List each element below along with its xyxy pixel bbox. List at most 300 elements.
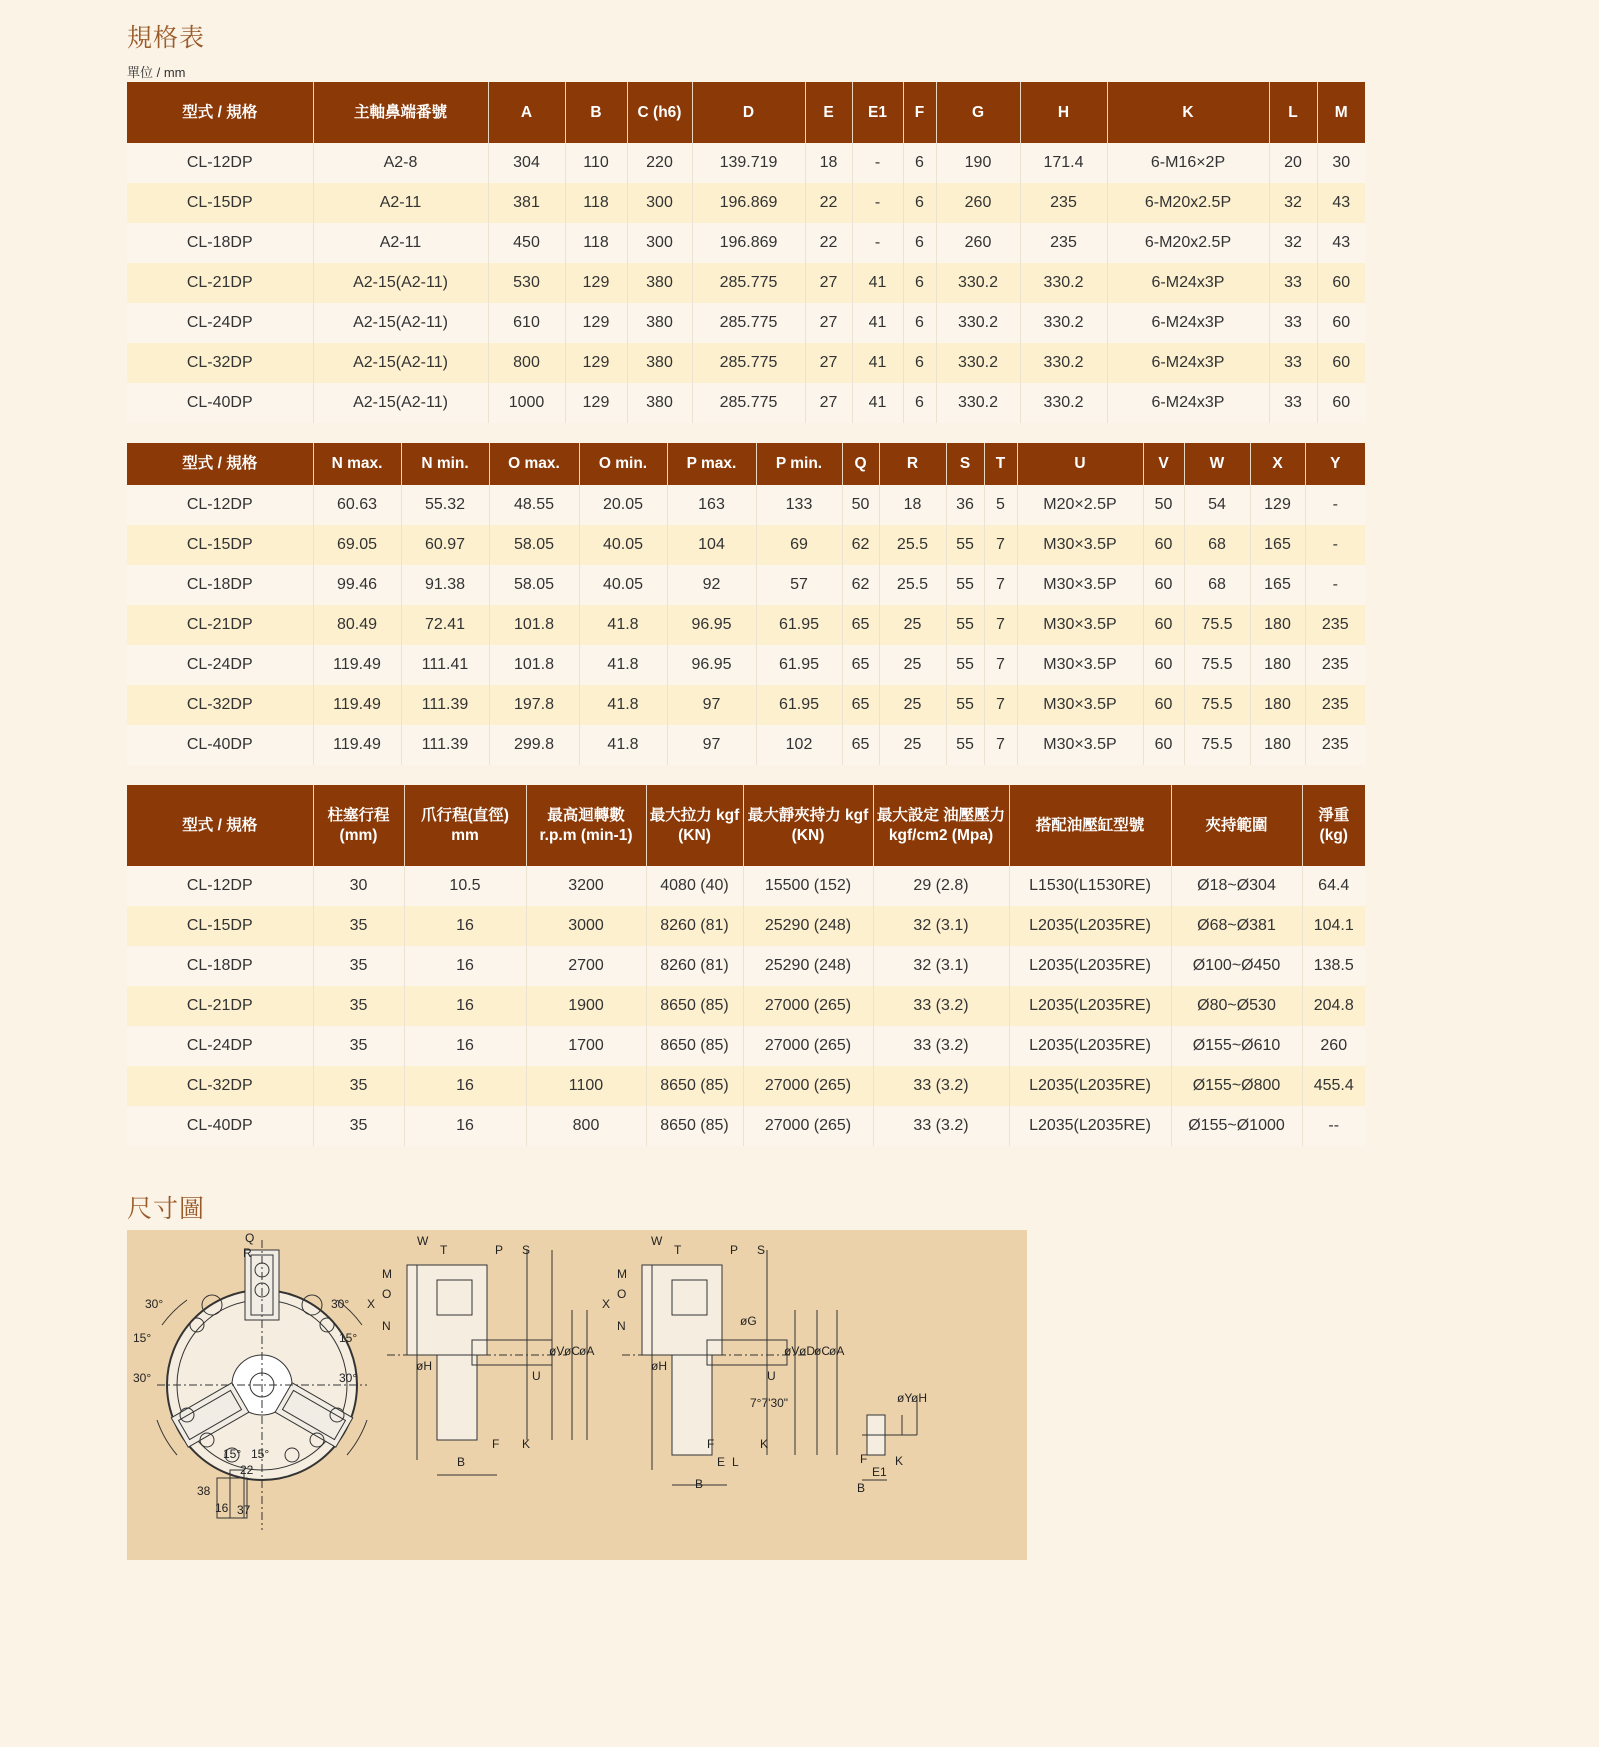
dimension-label: øV bbox=[549, 1344, 565, 1358]
table-cell: 18 bbox=[805, 143, 852, 183]
dimension-section-title: 尺寸圖 bbox=[127, 1194, 206, 1223]
table-row bbox=[127, 383, 1365, 423]
table-cell: 27 bbox=[805, 343, 852, 383]
table-cell: CL-15DP bbox=[127, 906, 313, 946]
table-cell: 260 bbox=[936, 183, 1020, 223]
table-cell: 129 bbox=[1250, 485, 1305, 525]
table-cell: 163 bbox=[667, 485, 756, 525]
dimension-label: 7°7'30" bbox=[750, 1396, 789, 1410]
table-cell: 196.869 bbox=[692, 183, 805, 223]
header-cell: Y bbox=[1305, 443, 1365, 485]
header-cell: E1 bbox=[852, 82, 903, 143]
header-cell: T bbox=[984, 443, 1017, 485]
dimension-label: S bbox=[757, 1243, 766, 1257]
table-cell: 65 bbox=[842, 605, 879, 645]
table-cell: 530 bbox=[488, 263, 565, 303]
table-cell: 101.8 bbox=[489, 605, 579, 645]
header-cell: W bbox=[1184, 443, 1250, 485]
header-cell: 型式 / 規格 bbox=[127, 785, 313, 866]
dimension-label: E1 bbox=[872, 1465, 887, 1479]
table-cell: 33 bbox=[1269, 383, 1317, 423]
table-cell: M30×3.5P bbox=[1017, 685, 1143, 725]
table-cell: 6-M20x2.5P bbox=[1107, 183, 1269, 223]
dimension-label: P bbox=[730, 1243, 739, 1257]
dimension-label: øA bbox=[579, 1344, 595, 1358]
table-cell: 285.775 bbox=[692, 263, 805, 303]
table-cell: 7 bbox=[984, 645, 1017, 685]
table-cell: 8260 (81) bbox=[646, 906, 743, 946]
table-cell: L2035(L2035RE) bbox=[1009, 946, 1171, 986]
table-cell: CL-12DP bbox=[127, 143, 313, 183]
dimension-label: B bbox=[857, 1481, 866, 1495]
dimension-label: 37 bbox=[237, 1503, 251, 1517]
table-cell: 61.95 bbox=[756, 645, 842, 685]
dimension-label: Q bbox=[245, 1231, 255, 1245]
dimension-label: 30° bbox=[133, 1371, 152, 1385]
table-cell: 8260 (81) bbox=[646, 946, 743, 986]
dimension-label: 15° bbox=[223, 1447, 242, 1461]
table-cell: 16 bbox=[404, 986, 526, 1026]
table-cell: 129 bbox=[565, 383, 627, 423]
table-cell: 6 bbox=[903, 143, 936, 183]
table-cell: 32 (3.1) bbox=[873, 946, 1009, 986]
table-cell: 55 bbox=[946, 685, 984, 725]
table-cell: 60 bbox=[1143, 605, 1184, 645]
table-cell: 35 bbox=[313, 1066, 404, 1106]
table-cell: Ø155~Ø610 bbox=[1171, 1026, 1302, 1066]
table-row bbox=[127, 1066, 1365, 1106]
dimension-label: O bbox=[382, 1287, 392, 1301]
dimension-label: F bbox=[707, 1437, 715, 1451]
header-cell: N min. bbox=[401, 443, 489, 485]
table-cell: 50 bbox=[1143, 485, 1184, 525]
table-cell: M30×3.5P bbox=[1017, 725, 1143, 765]
dimension-label: M bbox=[382, 1267, 392, 1281]
table-cell: 15500 (152) bbox=[743, 866, 873, 906]
table-cell: 6-M24x3P bbox=[1107, 263, 1269, 303]
table-cell: 27000 (265) bbox=[743, 1106, 873, 1146]
dimension-label: 38 bbox=[197, 1484, 211, 1498]
table-cell: 41.8 bbox=[579, 725, 667, 765]
table-cell: 25 bbox=[879, 645, 946, 685]
table-cell: 3000 bbox=[526, 906, 646, 946]
table-header-row bbox=[127, 785, 1365, 866]
table-cell: 16 bbox=[404, 906, 526, 946]
table-row bbox=[127, 906, 1365, 946]
front-view-drawing bbox=[157, 1240, 367, 1530]
table-row bbox=[127, 645, 1365, 685]
dimension-label: B bbox=[695, 1477, 704, 1491]
table-cell: 40.05 bbox=[579, 565, 667, 605]
dimension-label: P bbox=[495, 1243, 504, 1257]
header-cell: 型式 / 規格 bbox=[127, 82, 313, 143]
header-cell: 最大設定 油壓壓力 kgf/cm2 (Mpa) bbox=[873, 785, 1009, 866]
table-cell: 60 bbox=[1143, 685, 1184, 725]
table-cell: 180 bbox=[1250, 725, 1305, 765]
table-cell: CL-40DP bbox=[127, 1106, 313, 1146]
table-cell: 450 bbox=[488, 223, 565, 263]
table-cell: 33 (3.2) bbox=[873, 1106, 1009, 1146]
header-cell: 最大拉力 kgf (KN) bbox=[646, 785, 743, 866]
table-cell: Ø155~Ø800 bbox=[1171, 1066, 1302, 1106]
table-cell: 5 bbox=[984, 485, 1017, 525]
dimension-label: øD bbox=[799, 1344, 815, 1358]
table-cell: 35 bbox=[313, 986, 404, 1026]
header-cell: X bbox=[1250, 443, 1305, 485]
table-cell: 25290 (248) bbox=[743, 906, 873, 946]
table-cell: 33 bbox=[1269, 343, 1317, 383]
table-cell: 22 bbox=[805, 183, 852, 223]
table-cell: - bbox=[1305, 525, 1365, 565]
table-cell: 330.2 bbox=[936, 303, 1020, 343]
table-cell: Ø155~Ø1000 bbox=[1171, 1106, 1302, 1146]
table-cell: 55 bbox=[946, 525, 984, 565]
table-cell: 6 bbox=[903, 383, 936, 423]
table-cell: 8650 (85) bbox=[646, 1026, 743, 1066]
table-cell: 119.49 bbox=[313, 725, 401, 765]
table-cell: 33 bbox=[1269, 303, 1317, 343]
table-cell: 20.05 bbox=[579, 485, 667, 525]
table-cell: 60 bbox=[1317, 383, 1365, 423]
dimension-label: 15° bbox=[339, 1331, 358, 1345]
table-cell: 101.8 bbox=[489, 645, 579, 685]
table-cell: - bbox=[852, 223, 903, 263]
header-cell: R bbox=[879, 443, 946, 485]
table-cell: 55 bbox=[946, 605, 984, 645]
table-cell: 800 bbox=[488, 343, 565, 383]
table-cell: 235 bbox=[1305, 685, 1365, 725]
table-cell: 29 (2.8) bbox=[873, 866, 1009, 906]
table-cell: 129 bbox=[565, 343, 627, 383]
table-cell: 7 bbox=[984, 525, 1017, 565]
table-cell: 97 bbox=[667, 685, 756, 725]
table-cell: 330.2 bbox=[1020, 303, 1107, 343]
table-cell: 260 bbox=[1302, 1026, 1365, 1066]
dimension-label: 16 bbox=[215, 1501, 229, 1515]
table-cell: 800 bbox=[526, 1106, 646, 1146]
table-cell: 30 bbox=[313, 866, 404, 906]
table-cell: 300 bbox=[627, 223, 692, 263]
table-cell: 68 bbox=[1184, 565, 1250, 605]
dimension-label: øY bbox=[897, 1391, 913, 1405]
table-cell: M30×3.5P bbox=[1017, 645, 1143, 685]
table-cell: 133 bbox=[756, 485, 842, 525]
table-cell: CL-21DP bbox=[127, 986, 313, 1026]
table-cell: 41 bbox=[852, 303, 903, 343]
table-cell: 27 bbox=[805, 303, 852, 343]
table-cell: 36 bbox=[946, 485, 984, 525]
table-cell: CL-21DP bbox=[127, 605, 313, 645]
table-cell: M30×3.5P bbox=[1017, 605, 1143, 645]
table-row bbox=[127, 143, 1365, 183]
table-cell: 6 bbox=[903, 183, 936, 223]
table-cell: 8650 (85) bbox=[646, 1106, 743, 1146]
table-cell: 30 bbox=[1317, 143, 1365, 183]
header-cell: D bbox=[692, 82, 805, 143]
table-cell: 99.46 bbox=[313, 565, 401, 605]
dimension-label: 30° bbox=[331, 1297, 350, 1311]
table-header-row bbox=[127, 82, 1365, 143]
table-cell: 8650 (85) bbox=[646, 1066, 743, 1106]
header-cell: K bbox=[1107, 82, 1269, 143]
header-cell: P min. bbox=[756, 443, 842, 485]
header-cell: 柱塞行程 (mm) bbox=[313, 785, 404, 866]
table-cell: Ø68~Ø381 bbox=[1171, 906, 1302, 946]
header-cell: 爪行程(直徑) mm bbox=[404, 785, 526, 866]
table-cell: 32 (3.1) bbox=[873, 906, 1009, 946]
table-cell: 50 bbox=[842, 485, 879, 525]
table-cell: 25.5 bbox=[879, 525, 946, 565]
table-row bbox=[127, 223, 1365, 263]
table-cell: 43 bbox=[1317, 183, 1365, 223]
table-cell: 43 bbox=[1317, 223, 1365, 263]
table-cell: - bbox=[852, 143, 903, 183]
table-cell: 180 bbox=[1250, 645, 1305, 685]
table-cell: 27000 (265) bbox=[743, 1026, 873, 1066]
dimension-label: 15° bbox=[251, 1447, 270, 1461]
table-cell: 64.4 bbox=[1302, 866, 1365, 906]
table-cell: 380 bbox=[627, 263, 692, 303]
table-cell: 119.49 bbox=[313, 685, 401, 725]
table-cell: 41 bbox=[852, 343, 903, 383]
table-cell: 35 bbox=[313, 946, 404, 986]
table-cell: CL-15DP bbox=[127, 525, 313, 565]
table-cell: M20×2.5P bbox=[1017, 485, 1143, 525]
dimension-label: øC bbox=[564, 1344, 580, 1358]
header-cell: A bbox=[488, 82, 565, 143]
table-cell: 54 bbox=[1184, 485, 1250, 525]
table-cell: 41.8 bbox=[579, 645, 667, 685]
table-cell: 610 bbox=[488, 303, 565, 343]
table-cell: 60 bbox=[1143, 565, 1184, 605]
table-cell: 129 bbox=[565, 263, 627, 303]
table-header-row bbox=[127, 443, 1365, 485]
header-cell: 最大靜夾持力 kgf (KN) bbox=[743, 785, 873, 866]
table-row bbox=[127, 565, 1365, 605]
table-cell: 6 bbox=[903, 303, 936, 343]
table-cell: 80.49 bbox=[313, 605, 401, 645]
table-cell: CL-18DP bbox=[127, 223, 313, 263]
table-cell: 304 bbox=[488, 143, 565, 183]
table-cell: 6-M20x2.5P bbox=[1107, 223, 1269, 263]
table-cell: 27000 (265) bbox=[743, 986, 873, 1026]
table-cell: 220 bbox=[627, 143, 692, 183]
table-cell: L2035(L2035RE) bbox=[1009, 986, 1171, 1026]
table-cell: 6-M24x3P bbox=[1107, 383, 1269, 423]
table-cell: A2-11 bbox=[313, 183, 488, 223]
table-cell: 60.97 bbox=[401, 525, 489, 565]
table-cell: - bbox=[852, 183, 903, 223]
table-cell: 204.8 bbox=[1302, 986, 1365, 1026]
header-cell: 淨重 (kg) bbox=[1302, 785, 1365, 866]
table-cell: 35 bbox=[313, 1026, 404, 1066]
table-cell: 55 bbox=[946, 725, 984, 765]
table-cell: 380 bbox=[627, 383, 692, 423]
header-cell: U bbox=[1017, 443, 1143, 485]
table-cell: 40.05 bbox=[579, 525, 667, 565]
header-cell: 型式 / 規格 bbox=[127, 443, 313, 485]
header-cell: P max. bbox=[667, 443, 756, 485]
table-cell: 1000 bbox=[488, 383, 565, 423]
table-cell: 330.2 bbox=[936, 343, 1020, 383]
table-cell: 68 bbox=[1184, 525, 1250, 565]
table-cell: 92 bbox=[667, 565, 756, 605]
table-cell: 60.63 bbox=[313, 485, 401, 525]
spec-section-title: 規格表 bbox=[127, 23, 206, 52]
table-cell: 1900 bbox=[526, 986, 646, 1026]
table-cell: 7 bbox=[984, 685, 1017, 725]
table-cell: L2035(L2035RE) bbox=[1009, 1026, 1171, 1066]
table-cell: 60 bbox=[1143, 645, 1184, 685]
table-cell: 380 bbox=[627, 343, 692, 383]
table-cell: A2-8 bbox=[313, 143, 488, 183]
dimension-label: øH bbox=[911, 1391, 927, 1405]
dimension-label: W bbox=[651, 1234, 663, 1248]
spec-table-2 bbox=[127, 443, 1365, 765]
table-row bbox=[127, 343, 1365, 383]
table-cell: Ø18~Ø304 bbox=[1171, 866, 1302, 906]
table-cell: 32 bbox=[1269, 183, 1317, 223]
table-cell: 4080 (40) bbox=[646, 866, 743, 906]
table-cell: 119.49 bbox=[313, 645, 401, 685]
header-cell: H bbox=[1020, 82, 1107, 143]
table-cell: 62 bbox=[842, 525, 879, 565]
table-cell: CL-21DP bbox=[127, 263, 313, 303]
table-cell: 330.2 bbox=[1020, 383, 1107, 423]
table-cell: 285.775 bbox=[692, 343, 805, 383]
dimension-label: F bbox=[492, 1437, 500, 1451]
table-cell: 62 bbox=[842, 565, 879, 605]
table-cell: 58.05 bbox=[489, 525, 579, 565]
table-cell: 235 bbox=[1305, 605, 1365, 645]
table-cell: 25.5 bbox=[879, 565, 946, 605]
table-row bbox=[127, 685, 1365, 725]
table-cell: CL-40DP bbox=[127, 725, 313, 765]
table-cell: 16 bbox=[404, 1106, 526, 1146]
table-row bbox=[127, 986, 1365, 1026]
table-cell: 41.8 bbox=[579, 605, 667, 645]
table-cell: 285.775 bbox=[692, 383, 805, 423]
table-cell: L1530(L1530RE) bbox=[1009, 866, 1171, 906]
table-cell: A2-15(A2-11) bbox=[313, 383, 488, 423]
table-cell: CL-15DP bbox=[127, 183, 313, 223]
table-cell: 380 bbox=[627, 303, 692, 343]
dimension-label: 15° bbox=[133, 1331, 152, 1345]
table-cell: 139.719 bbox=[692, 143, 805, 183]
table-cell: CL-32DP bbox=[127, 1066, 313, 1106]
table-cell: 25290 (248) bbox=[743, 946, 873, 986]
table-cell: 69 bbox=[756, 525, 842, 565]
table-cell: 91.38 bbox=[401, 565, 489, 605]
header-cell: 主軸鼻端番號 bbox=[313, 82, 488, 143]
table-cell: 235 bbox=[1305, 725, 1365, 765]
table-cell: 27000 (265) bbox=[743, 1066, 873, 1106]
table-cell: 165 bbox=[1250, 525, 1305, 565]
table-cell: A2-15(A2-11) bbox=[313, 343, 488, 383]
dimension-label: øG bbox=[740, 1314, 757, 1328]
spec-table-1 bbox=[127, 82, 1365, 423]
table-cell: 197.8 bbox=[489, 685, 579, 725]
table-cell: 1700 bbox=[526, 1026, 646, 1066]
table-row bbox=[127, 605, 1365, 645]
table-cell: 27 bbox=[805, 263, 852, 303]
table-row bbox=[127, 303, 1365, 343]
dimension-label: S bbox=[522, 1243, 531, 1257]
dimension-label: N bbox=[382, 1319, 391, 1333]
table-cell: CL-32DP bbox=[127, 343, 313, 383]
dimension-label: E bbox=[717, 1455, 726, 1469]
table-cell: 32 bbox=[1269, 223, 1317, 263]
table-cell: 180 bbox=[1250, 605, 1305, 645]
table-cell: 10.5 bbox=[404, 866, 526, 906]
header-cell: N max. bbox=[313, 443, 401, 485]
table-cell: 111.39 bbox=[401, 685, 489, 725]
table-cell: Ø80~Ø530 bbox=[1171, 986, 1302, 1026]
table-cell: -- bbox=[1302, 1106, 1365, 1146]
table-cell: 33 (3.2) bbox=[873, 1026, 1009, 1066]
table-cell: 75.5 bbox=[1184, 725, 1250, 765]
dimension-label: R bbox=[243, 1246, 252, 1260]
header-cell: V bbox=[1143, 443, 1184, 485]
dimension-label: L bbox=[732, 1455, 739, 1469]
header-cell: C (h6) bbox=[627, 82, 692, 143]
header-cell: L bbox=[1269, 82, 1317, 143]
table-cell: 55.32 bbox=[401, 485, 489, 525]
table-cell: 6-M24x3P bbox=[1107, 343, 1269, 383]
table-cell: 129 bbox=[565, 303, 627, 343]
table-row bbox=[127, 725, 1365, 765]
dimension-label: K bbox=[522, 1437, 531, 1451]
table-row bbox=[127, 1106, 1365, 1146]
dimension-label: 22 bbox=[240, 1463, 254, 1477]
table-cell: CL-24DP bbox=[127, 303, 313, 343]
dimension-label: U bbox=[532, 1369, 541, 1383]
header-cell: 搭配油壓缸型號 bbox=[1009, 785, 1171, 866]
table-cell: 235 bbox=[1305, 645, 1365, 685]
dimension-label: M bbox=[617, 1267, 627, 1281]
table-cell: 102 bbox=[756, 725, 842, 765]
dimension-label: W bbox=[417, 1234, 429, 1248]
table-cell: 65 bbox=[842, 645, 879, 685]
table-cell: 25 bbox=[879, 725, 946, 765]
header-cell: B bbox=[565, 82, 627, 143]
table-cell: CL-40DP bbox=[127, 383, 313, 423]
header-cell: 最高迴轉數 r.p.m (min-1) bbox=[526, 785, 646, 866]
dimension-drawing bbox=[127, 1230, 1027, 1560]
table-cell: 2700 bbox=[526, 946, 646, 986]
table-cell: 65 bbox=[842, 725, 879, 765]
table-cell: L2035(L2035RE) bbox=[1009, 1066, 1171, 1106]
table-cell: 118 bbox=[565, 223, 627, 263]
table-cell: 75.5 bbox=[1184, 605, 1250, 645]
table-cell: 235 bbox=[1020, 223, 1107, 263]
table-cell: 190 bbox=[936, 143, 1020, 183]
table-cell: 8650 (85) bbox=[646, 986, 743, 1026]
table-cell: 60 bbox=[1317, 343, 1365, 383]
table-cell: 60 bbox=[1317, 303, 1365, 343]
table-cell: 61.95 bbox=[756, 685, 842, 725]
table-cell: 111.41 bbox=[401, 645, 489, 685]
dimension-label: X bbox=[367, 1297, 376, 1311]
table-cell: 27 bbox=[805, 383, 852, 423]
table-cell: 330.2 bbox=[1020, 263, 1107, 303]
table-cell: 6-M16×2P bbox=[1107, 143, 1269, 183]
table-cell: 33 (3.2) bbox=[873, 1066, 1009, 1106]
table-cell: CL-24DP bbox=[127, 1026, 313, 1066]
table-cell: 180 bbox=[1250, 685, 1305, 725]
table-cell: 16 bbox=[404, 1066, 526, 1106]
dimension-label: øV bbox=[784, 1344, 800, 1358]
